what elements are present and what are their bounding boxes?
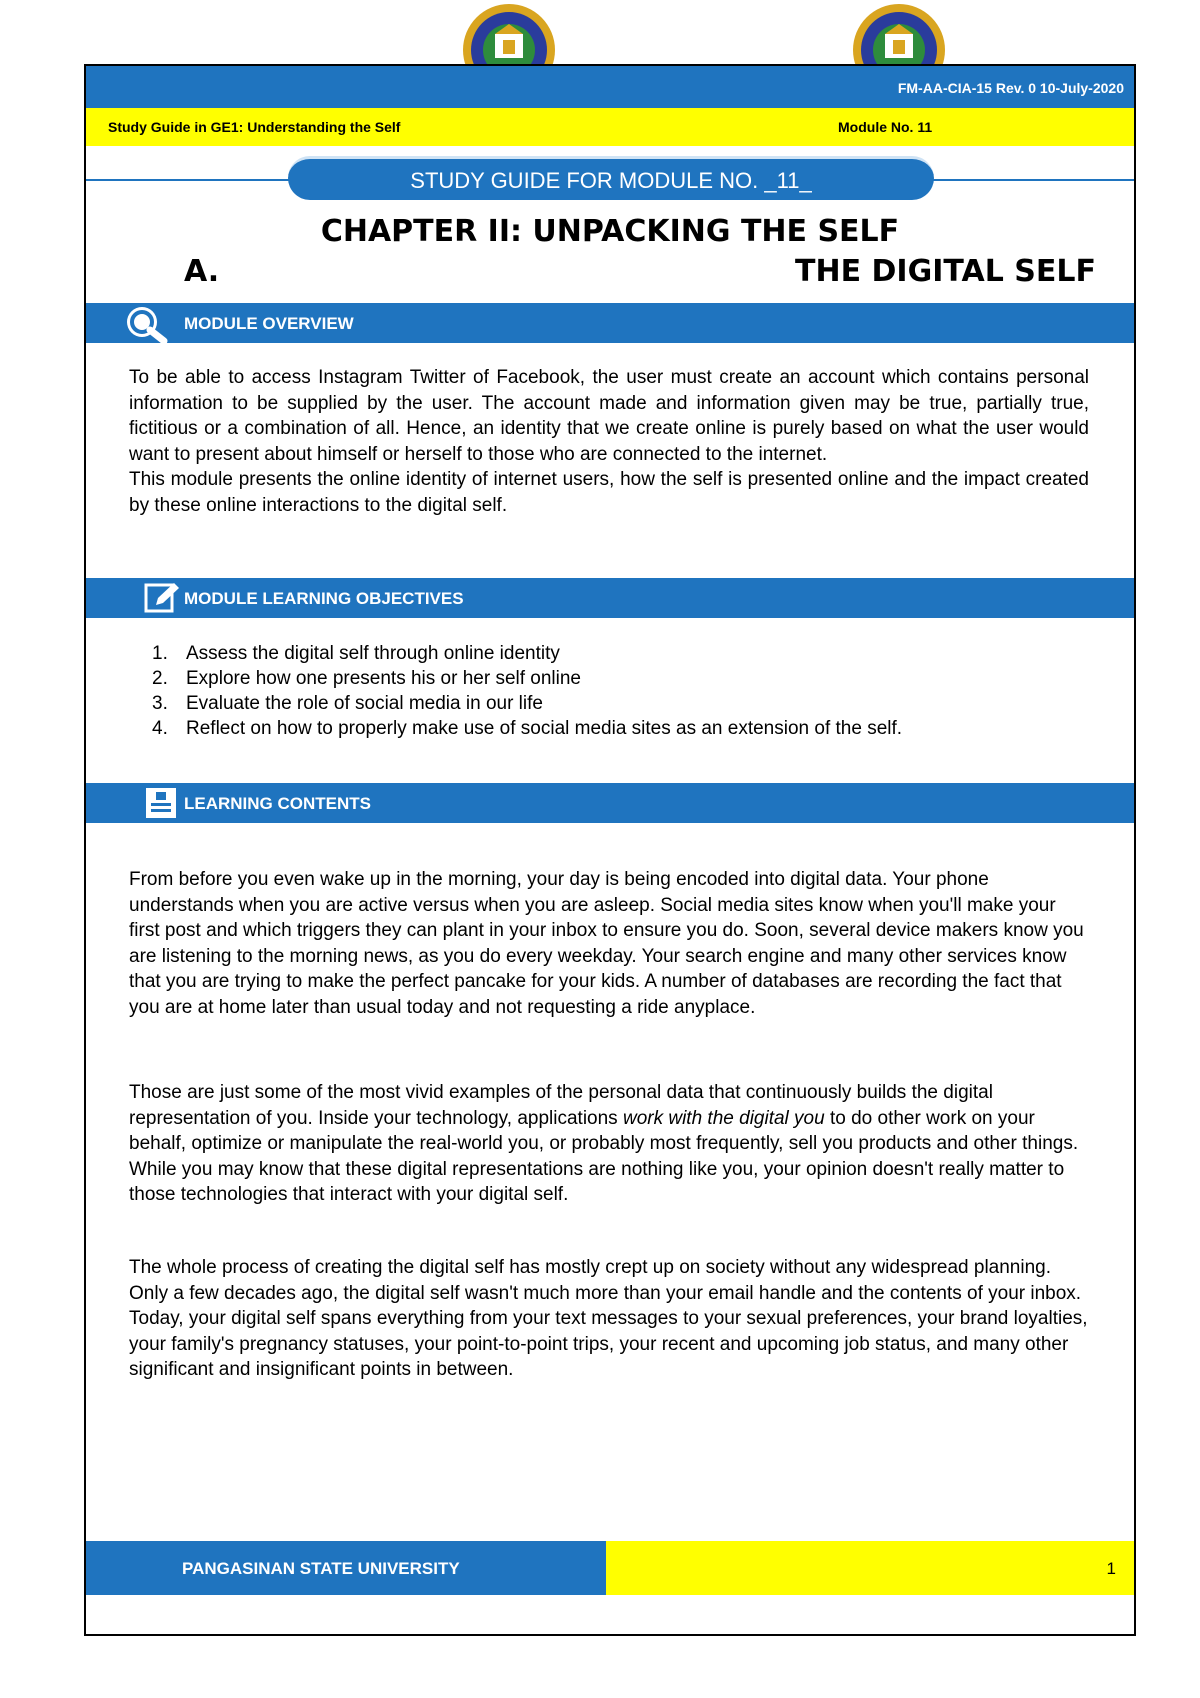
university-seal-left — [461, 2, 557, 66]
list-item: 3. Evaluate the role of social media in our life — [152, 693, 543, 714]
footer-university — [86, 1541, 606, 1595]
overview-band — [86, 303, 1134, 343]
magnifier-icon — [124, 305, 170, 348]
university-seal-right — [851, 2, 947, 66]
objectives-list — [152, 641, 902, 741]
contents-paragraph-3: The whole process of creating the digital self has mostly crept up on society without any widespread planning. Only a few decades ago, the digital self wasn't much more than your email handle and the contents of your inbox. Today, your digital self spans everything from your text messages to your sexual preferences, your brand loyalties, your family's pregnancy statuses, your point-to-point trips, your recent and upcoming job status, and many other significant and insignificant points in between. — [129, 1257, 1088, 1380]
section-letter: A. — [184, 254, 220, 289]
section-title: THE DIGITAL SELF — [795, 254, 1096, 289]
guide-bar — [86, 108, 1134, 146]
contents-heading: LEARNING CONTENTS — [184, 794, 371, 813]
list-item: 4. Reflect on how to properly make use of social media sites as an extension of the self. — [152, 718, 903, 739]
page-number: 1 — [1106, 1559, 1116, 1578]
list-item: 1. Assess the digital self through online identity — [152, 643, 560, 664]
footer-page — [606, 1541, 1134, 1595]
overview-paragraph-1: To be able to access Instagram Twitter of Facebook, the user must create an account which contains personal information to be supplied by the user. The account made and information given may be true, partially true, fictitious or a combination of all. Hence, an identity that we create online is purely based on what the user would want to present about himself or herself to those who are connected to the internet. — [129, 367, 1089, 465]
contents-paragraph-1: From before you even wake up in the morning, your day is being encoded into digital data. Your phone understands when you are active versus when you are asleep. Social media sites know when you'll make your first post and which triggers they can plant in your inbox to ensure you do. Soon, several device makers know you are listening to the morning news, as you do every weekday. Your search engine and many other services know that you are trying to make the perfect pancake for your kids. A number of databases are recording the fact that you are at home later than usual today and not requesting a ride anyplace. — [129, 869, 1084, 1018]
module-number: Module No. 11 — [838, 119, 933, 135]
pencil-icon — [144, 581, 180, 620]
contents-paragraph-2: Those are just some of the most vivid examples of the personal data that continuously builds the digital representation of you. Inside your technology, applications work with the digital you to do other work on your behalf, optimize or manipulate the real-world you, or probably most frequently, sell you products and other things. While you may know that these digital representations are nothing like you, your opinion doesn't really matter to those technologies that interact with your digital self. — [129, 1082, 1079, 1205]
contents-band — [86, 783, 1134, 823]
chapter-title: CHAPTER II: UNPACKING THE SELF — [320, 214, 900, 249]
page-frame — [84, 64, 1136, 1636]
overview-heading: MODULE OVERVIEW — [184, 314, 354, 333]
overview-text — [129, 365, 1089, 518]
guide-title: Study Guide in GE1: Understanding the Self — [108, 119, 401, 135]
form-code: FM-AA-CIA-15 Rev. 0 10-July-2020 — [897, 80, 1124, 96]
overview-paragraph-2: This module presents the online identity of internet users, how the self is presented online and the impact created by these online interactions to the digital self. — [129, 469, 1089, 516]
university-name: PANGASINAN STATE UNIVERSITY — [182, 1559, 460, 1578]
objectives-heading: MODULE LEARNING OBJECTIVES — [184, 589, 464, 608]
study-guide-pill: STUDY GUIDE FOR MODULE NO. _11_ — [288, 156, 934, 200]
emphasis-text: work with the digital you — [622, 1107, 825, 1129]
objectives-band — [86, 578, 1134, 618]
header-bar — [86, 66, 1134, 108]
document-icon — [144, 786, 180, 825]
list-item: 2. Explore how one presents his or her self online — [152, 668, 582, 689]
